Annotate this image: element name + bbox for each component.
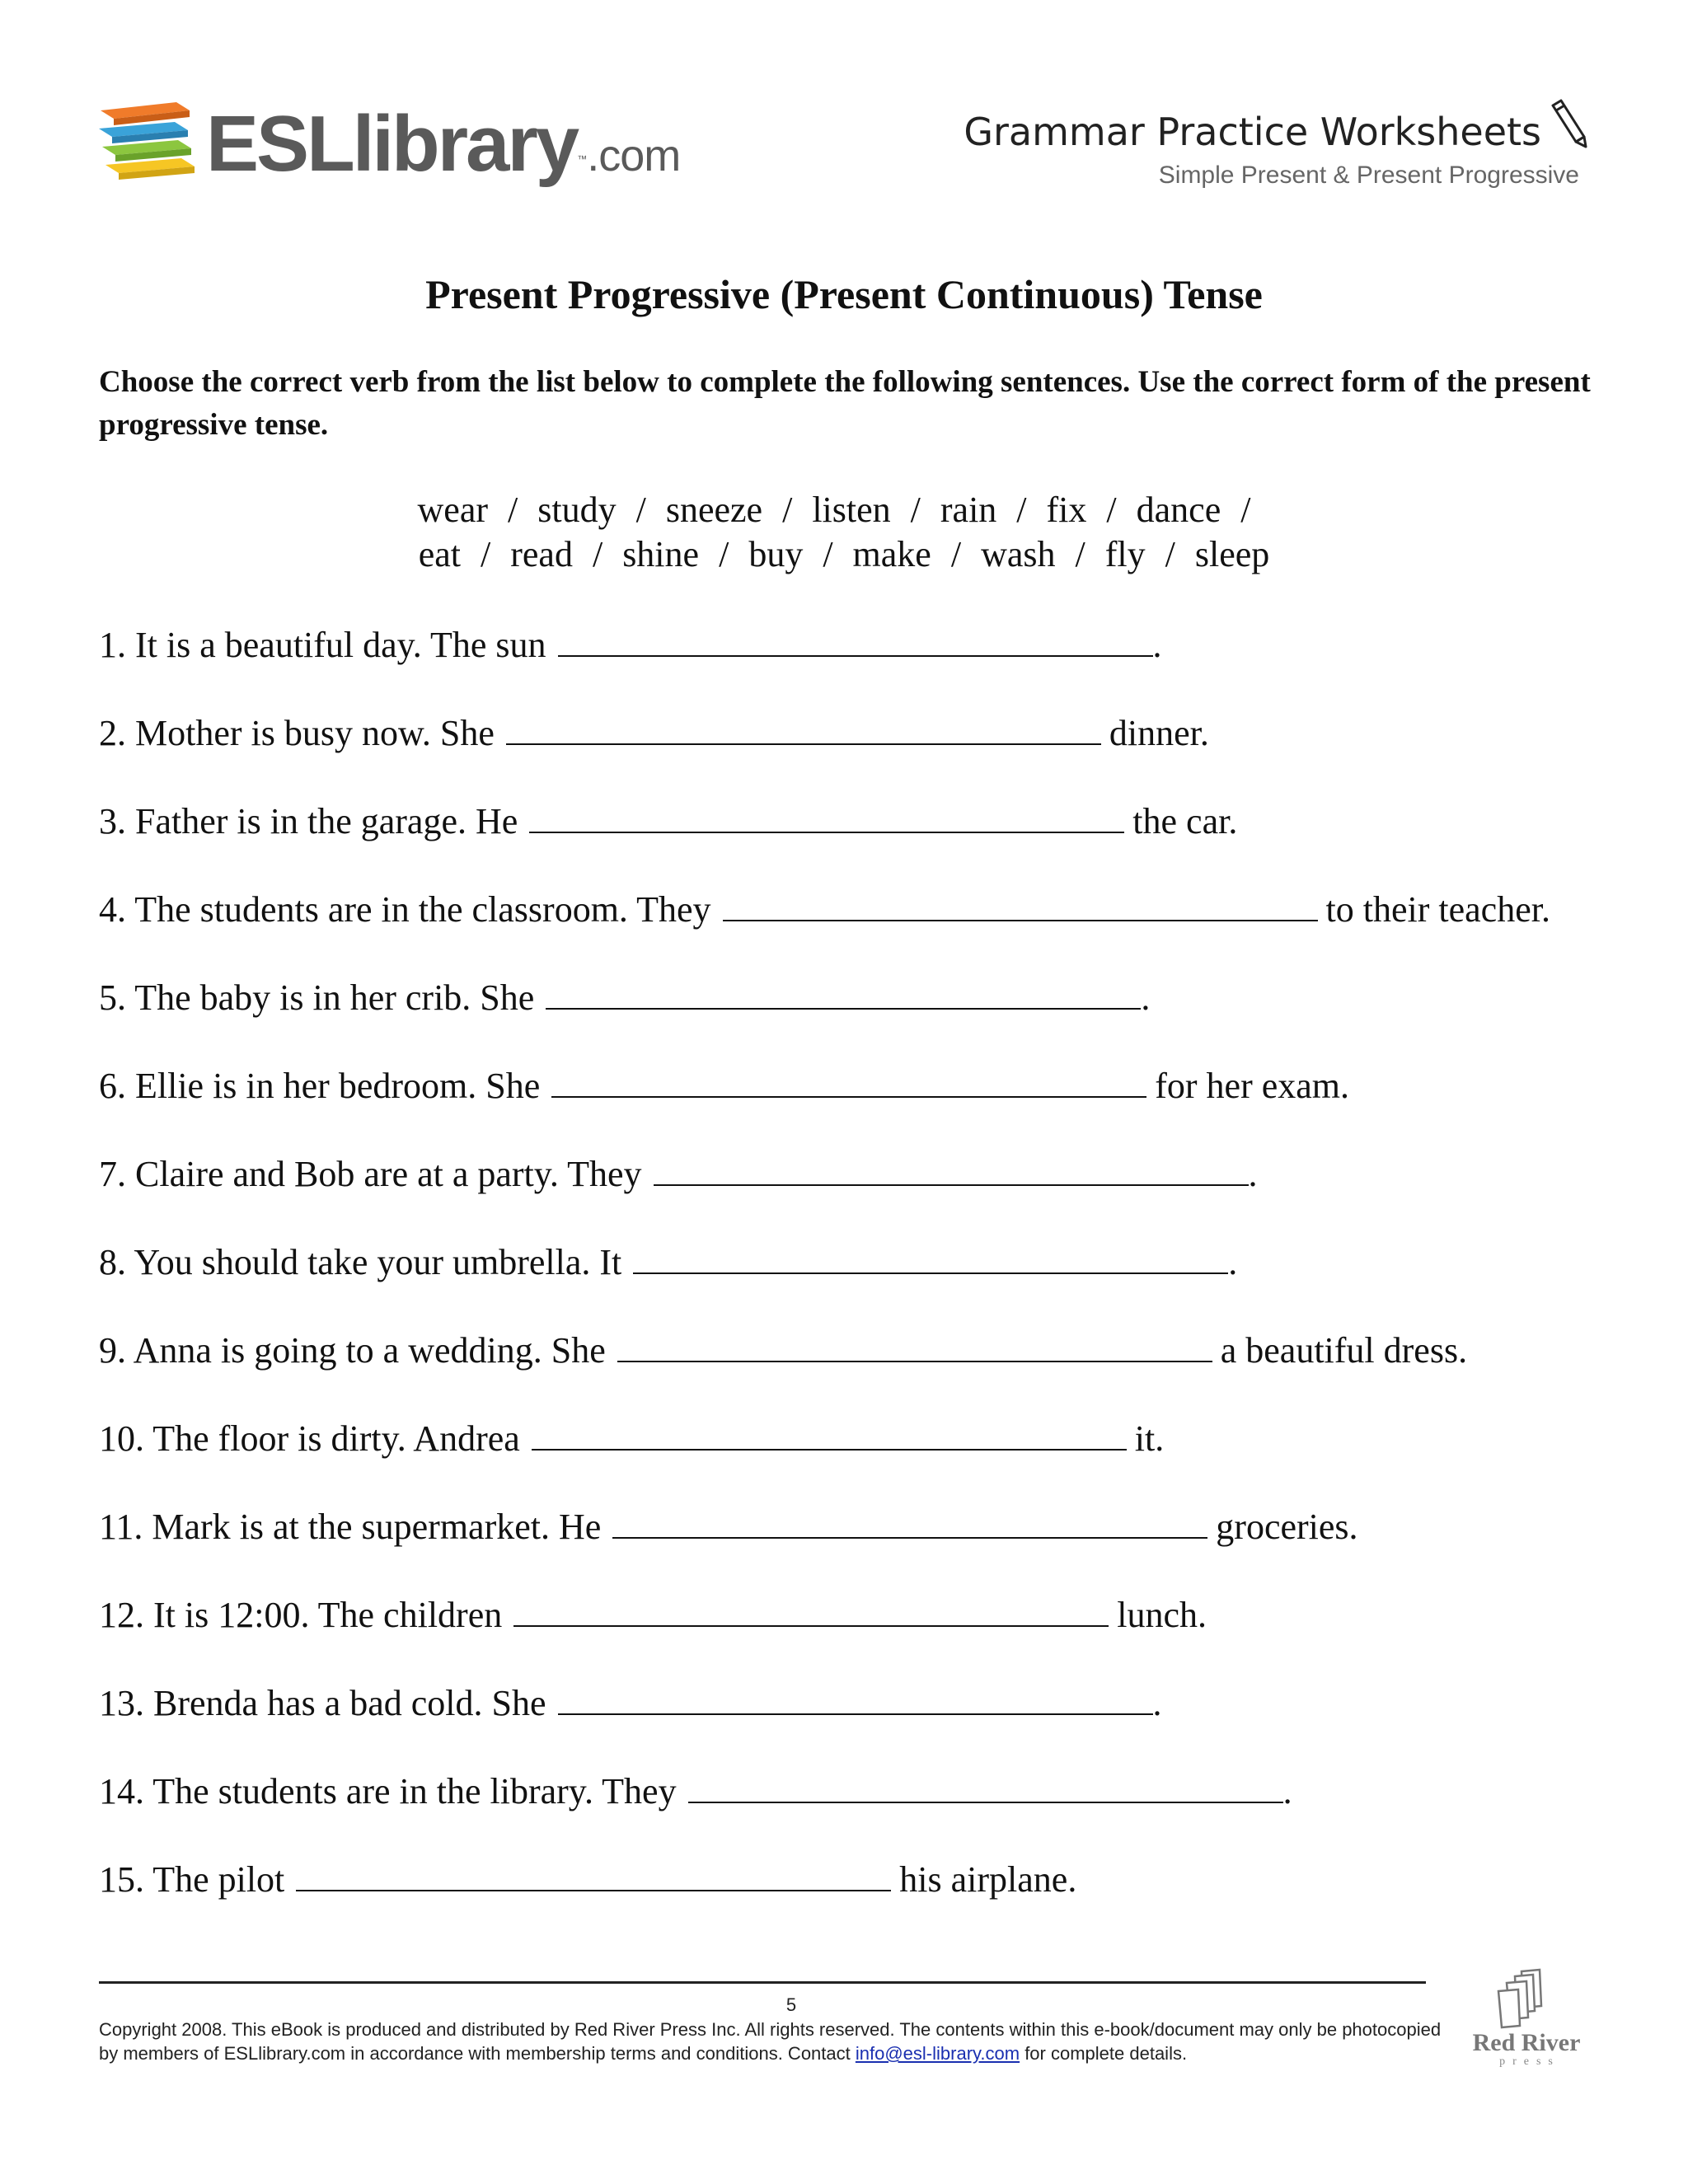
exercise-item — [99, 1675, 1632, 1763]
exercise-ending: . — [1141, 977, 1151, 1018]
word-bank-verb: dance — [1136, 490, 1221, 530]
answer-blank[interactable] — [551, 1063, 1146, 1098]
answer-blank[interactable] — [723, 887, 1318, 921]
exercise-prompt: 8. You should take your umbrella. It — [99, 1242, 622, 1282]
word-bank-separator: / — [910, 490, 921, 530]
answer-blank[interactable] — [546, 975, 1141, 1010]
instructions: Choose the correct verb from the list below to complete the following sentences. Use the correct form of the present progressive tense. — [99, 365, 1591, 442]
word-bank-separator: / — [950, 534, 962, 574]
copyright-text-before: Copyright 2008. This eBook is produced and distributed by Red River Press Inc. All rights reserved. The contents within this e-book/document may only be photocopied by members of ESLlibrary.com in accordance with membership terms and conditions. Contact — [99, 2019, 1442, 2064]
answer-blank[interactable] — [529, 799, 1124, 833]
exercise-prompt: 3. Father is in the garage. He — [99, 801, 518, 841]
answer-blank[interactable] — [558, 1680, 1153, 1715]
answer-blank[interactable] — [654, 1151, 1249, 1186]
exercise-item — [99, 1586, 1632, 1675]
exercise-item — [99, 793, 1632, 881]
exercise-item — [99, 1057, 1632, 1146]
exercise-prompt: 9. Anna is going to a wedding. She — [99, 1330, 606, 1371]
publisher-sub: press — [1499, 2055, 1560, 2068]
exercise-prompt: 15. The pilot — [99, 1859, 285, 1900]
exercise-ending: . — [1248, 1154, 1258, 1194]
word-bank-verb: listen — [812, 490, 891, 530]
exercise-prompt: 4. The students are in the classroom. They — [99, 889, 711, 930]
exercise-item — [99, 1851, 1632, 1939]
word-bank-verb: shine — [622, 534, 700, 574]
esl-library-logo[interactable] — [97, 92, 681, 199]
word-bank-verb: fix — [1046, 490, 1087, 530]
pages-icon — [1493, 1968, 1559, 2031]
exercise-prompt: 1. It is a beautiful day. The sun — [99, 625, 546, 665]
answer-blank[interactable] — [688, 1769, 1283, 1803]
books-stack-icon — [97, 92, 196, 191]
contact-email-link[interactable]: info@esl-library.com — [855, 2043, 1020, 2064]
word-bank-separator: / — [481, 534, 491, 574]
answer-blank[interactable] — [612, 1504, 1207, 1539]
word-bank-separator: / — [1016, 490, 1027, 530]
exercise-item — [99, 1146, 1632, 1234]
exercise-item — [99, 969, 1632, 1057]
exercise-ending: it. — [1134, 1418, 1165, 1459]
exercise-prompt: 2. Mother is busy now. She — [99, 713, 495, 753]
exercise-item — [99, 1763, 1632, 1851]
exercise-ending: groceries. — [1216, 1507, 1358, 1547]
word-bank-separator: / — [782, 490, 793, 530]
exercise-ending: the car. — [1132, 801, 1238, 841]
exercise-item — [99, 881, 1632, 969]
exercise-prompt: 12. It is 12:00. The children — [99, 1595, 503, 1635]
word-bank-verb: wear — [417, 490, 489, 530]
word-bank-verb: sneeze — [665, 490, 763, 530]
word-bank-verb: make — [852, 534, 931, 574]
word-bank-verb: buy — [748, 534, 804, 574]
word-bank-separator: / — [1075, 534, 1085, 574]
exercise-ending: for her exam. — [1155, 1066, 1350, 1106]
word-bank-separator: / — [719, 534, 729, 574]
word-bank — [0, 488, 1688, 577]
exercise-ending: to their teacher. — [1325, 889, 1550, 930]
exercise-prompt: 5. The baby is in her crib. She — [99, 977, 535, 1018]
answer-blank[interactable] — [617, 1328, 1212, 1362]
word-bank-separator: / — [823, 534, 833, 574]
word-bank-verb: read — [510, 534, 573, 574]
word-bank-verb: eat — [418, 534, 461, 574]
answer-blank[interactable] — [633, 1240, 1228, 1274]
word-bank-separator: / — [592, 534, 603, 574]
answer-blank[interactable] — [506, 710, 1101, 745]
series-subtitle: Simple Present & Present Progressive — [1158, 162, 1579, 189]
exercise-item — [99, 1498, 1632, 1586]
logo-tm: ™ — [577, 153, 588, 165]
series-header — [964, 97, 1591, 190]
exercise-list — [99, 616, 1632, 1939]
exercise-ending: a beautiful dress. — [1220, 1330, 1468, 1371]
logo-lib: library — [352, 100, 578, 188]
exercise-item — [99, 1322, 1632, 1410]
answer-blank[interactable] — [513, 1592, 1109, 1627]
logo-brand: ESL — [206, 100, 353, 188]
word-bank-line-1 — [0, 488, 1688, 532]
word-bank-verb: wash — [981, 534, 1056, 574]
answer-blank[interactable] — [558, 622, 1153, 657]
exercise-ending: . — [1228, 1242, 1238, 1282]
exercise-prompt: 6. Ellie is in her bedroom. She — [99, 1066, 541, 1106]
exercise-item — [99, 705, 1632, 793]
pencil-icon — [1546, 97, 1591, 150]
exercise-ending: his airplane. — [899, 1859, 1077, 1900]
exercise-ending: lunch. — [1117, 1595, 1207, 1635]
word-bank-separator: / — [1106, 490, 1117, 530]
word-bank-separator: / — [635, 490, 646, 530]
worksheet-title: Present Progressive (Present Continuous) Tense — [425, 271, 1263, 317]
word-bank-verb: study — [537, 490, 617, 530]
exercise-item — [99, 616, 1632, 705]
publisher-name: Red River — [1472, 2029, 1581, 2056]
exercise-ending: . — [1152, 625, 1162, 665]
exercise-item — [99, 1234, 1632, 1322]
exercise-item — [99, 1410, 1632, 1498]
exercise-prompt: 10. The floor is dirty. Andrea — [99, 1418, 520, 1459]
exercise-prompt: 13. Brenda has a bad cold. She — [99, 1683, 546, 1723]
copyright-text-after: for complete details. — [1020, 2043, 1188, 2064]
series-title-row — [964, 97, 1591, 155]
exercise-prompt: 7. Claire and Bob are at a party. They — [99, 1154, 642, 1194]
logo-wordmark — [206, 99, 680, 201]
exercise-ending: dinner. — [1109, 713, 1209, 753]
answer-blank[interactable] — [296, 1857, 891, 1891]
word-bank-separator: / — [1165, 534, 1175, 574]
red-river-press-logo — [1469, 1968, 1584, 2075]
exercise-prompt: 14. The students are in the library. They — [99, 1771, 677, 1811]
footer-divider — [99, 1981, 1426, 1984]
word-bank-verb: fly — [1104, 534, 1146, 574]
exercise-ending: . — [1282, 1771, 1292, 1811]
word-bank-separator: / — [508, 490, 518, 530]
exercise-ending: . — [1152, 1683, 1162, 1723]
series-title: Grammar Practice Worksheets — [964, 110, 1541, 154]
page-number: 5 — [785, 1994, 797, 2015]
word-bank-separator: / — [1240, 490, 1251, 530]
answer-blank[interactable] — [532, 1416, 1127, 1451]
word-bank-verb: sleep — [1194, 534, 1270, 574]
logo-tld: .com — [587, 131, 681, 180]
exercise-prompt: 11. Mark is at the supermarket. He — [99, 1507, 602, 1547]
word-bank-line-2 — [0, 532, 1688, 577]
copyright-notice — [99, 2018, 1451, 2065]
word-bank-verb: rain — [940, 490, 997, 530]
